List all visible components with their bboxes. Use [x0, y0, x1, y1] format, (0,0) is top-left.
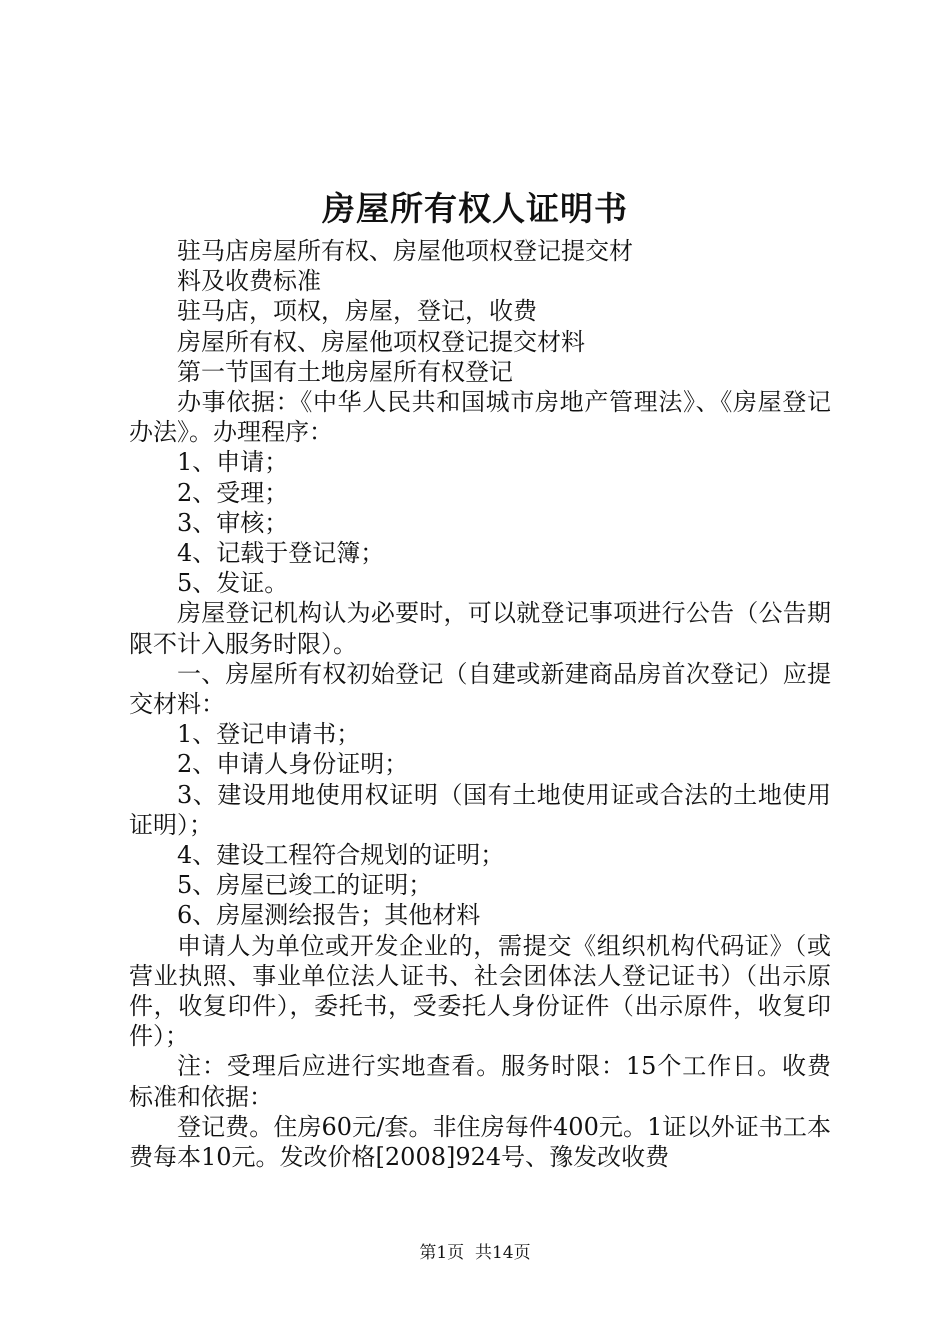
body-paragraph: 3、建设用地使用权证明（国有土地使用证或合法的土地使用证明）；: [129, 780, 831, 839]
document-body: [129, 236, 831, 1172]
body-paragraph: 房屋登记机构认为必要时，可以就登记事项进行公告（公告期限不计入服务时限）。: [129, 599, 831, 658]
body-paragraph: 注：受理后应进行实地查看。服务时限：15个工作日。收费标准和依据：: [129, 1052, 831, 1111]
body-paragraph: 5、房屋已竣工的证明；: [177, 871, 433, 900]
body-paragraph: 料及收费标准: [177, 267, 321, 296]
page-footer: [0, 1239, 950, 1267]
body-paragraph: 申请人为单位或开发企业的，需提交《组织机构代码证》（或营业执照、事业单位法人证书、社会团体法人登记证书）（出示原件，收复印件），委托书，受委托人身份证件（出示原件，收复印件）；: [129, 931, 831, 1051]
body-paragraph: 第一节国有土地房屋所有权登记: [177, 357, 513, 386]
body-paragraph: 6、房屋测绘报告；其他材料: [177, 901, 481, 930]
body-paragraph: 4、建设工程符合规划的证明；: [177, 841, 505, 870]
body-paragraph: 2、受理；: [177, 478, 289, 507]
body-paragraph: 5、发证。: [177, 569, 289, 598]
document-title: 房屋所有权人证明书: [322, 189, 628, 228]
body-paragraph: 驻马店，项权，房屋，登记，收费: [177, 297, 537, 326]
body-paragraph: 驻马店房屋所有权、房屋他项权登记提交材: [177, 237, 633, 265]
body-paragraph: 房屋所有权、房屋他项权登记提交材料: [177, 327, 585, 356]
body-paragraph: 1、登记申请书；: [177, 720, 361, 749]
body-paragraph: 一、房屋所有权初始登记（自建或新建商品房首次登记）应提交材料：: [129, 659, 831, 719]
body-paragraph: 登记费。住房60元/套。非住房每件400元。1证以外证书工本费每本10元。发改价格[2008]924号、豫发改收费: [129, 1112, 831, 1172]
body-paragraph: 2、申请人身份证明；: [177, 750, 409, 779]
body-paragraph: 4、记载于登记簿；: [177, 539, 385, 568]
body-paragraph: 3、审核；: [177, 508, 289, 537]
body-paragraph: 1、申请；: [177, 448, 289, 477]
page-number-label: 第1页 共14页: [419, 1243, 531, 1263]
body-paragraph: 办事依据：《中华人民共和国城市房地产管理法》、《房屋登记办法》。办理程序：: [129, 388, 831, 447]
